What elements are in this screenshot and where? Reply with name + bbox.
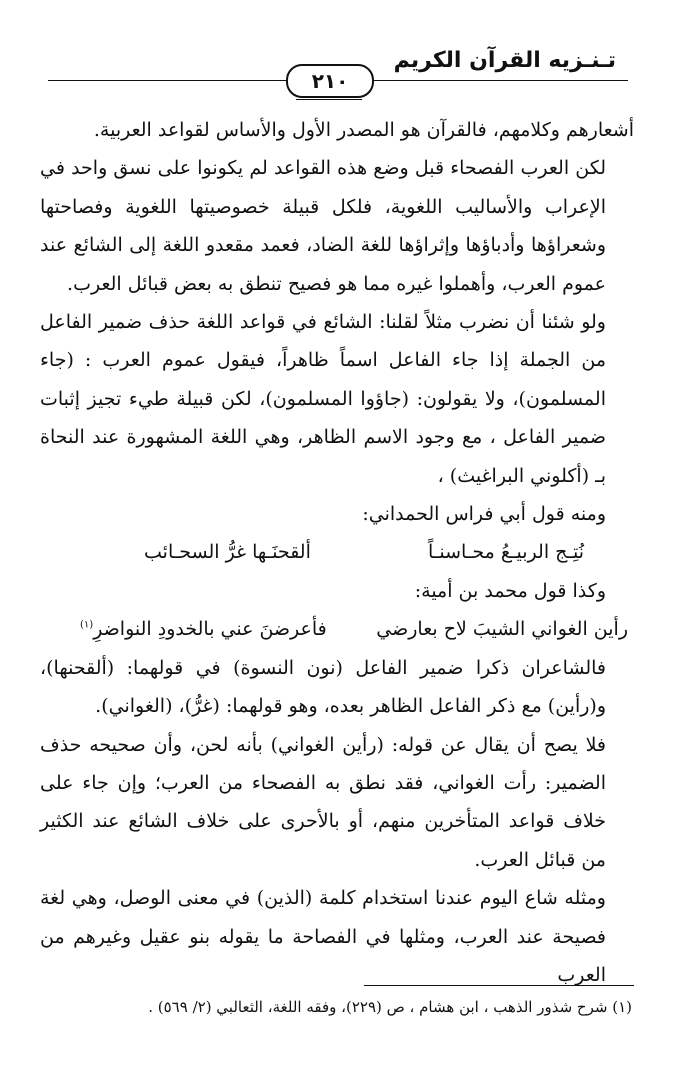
- page-number-underline: [296, 99, 362, 100]
- footnote-marker: (١): [80, 619, 94, 631]
- verse-1-first-hemistich: نُتِـج الربيـعُ محـاسنـاً: [428, 541, 584, 564]
- paragraph-5: وكذا قول محمد بن أمية:: [414, 579, 606, 602]
- verse-1-second-hemistich: ألقحنَـها غرُّ السحـائب: [144, 541, 311, 564]
- paragraph-8: ومثله شاع اليوم عندنا استخدام كلمة (الذين) في معنى الوصل، وهي لغة فصيحة عند العرب، ومثلها في الفصاحة ما يقوله بنو عقيل وغيرهم من العرب: [40, 887, 606, 986]
- verse-muhammad-bin-umayya: [40, 610, 634, 648]
- verse-2-first-hemistich: رأين الغواني الشيبَ لاح بعارضي: [376, 618, 628, 641]
- verse-2-second-hemistich: فأعرضنَ عني بالخدودِ النواضرِ: [93, 618, 327, 641]
- page-number: ٢١٠: [311, 69, 349, 93]
- paragraph-6: فالشاعران ذكرا ضمير الفاعل (نون النسوة) في قولهما: (ألقحنها)، و(رأين) مع ذكر الفاعل الظاهر بعده، وهو قولهما: (غرُّ)، (الغواني).: [40, 656, 606, 718]
- paragraph-2: لكن العرب الفصحاء قبل وضع هذه القواعد لم يكونوا على نسق واحد في الإعراب والأساليب اللغوية، فلكل قبيلة خصوصيتها اللغوية وفصاحتها وشعراؤها وأدباؤها وإثراؤها للغة الضاد، فعمد مقعدو اللغة إلى الشائع عند عموم العرب، وأهملوا غيره مما هو فصيح تنطق به بعض قبائل العرب.: [40, 157, 606, 295]
- verse-abu-firas: [40, 533, 634, 571]
- body-text: [40, 111, 634, 994]
- paragraph-1: أشعارهم وكلامهم، فالقرآن هو المصدر الأول والأساس لقواعد العربية.: [93, 119, 634, 141]
- footnote-rule: [364, 985, 634, 986]
- running-head-title: تـنـزيه القرآن الكريم: [393, 48, 616, 73]
- page-number-badge: [286, 64, 374, 98]
- paragraph-7: فلا يصح أن يقال عن قوله: (رأين الغواني) بأنه لحن، وأن صحيحه حذف الضمير: رأت الغواني، فقد نطق به الفصحاء من العرب؛ وإن جاء على خلاف قواعد المتأخرين منهم، أو بالأحرى على خلاف الشائع عند الكثير من قبائل العرب.: [40, 733, 606, 871]
- verse-2-second-hemistich-wrap: [80, 610, 327, 648]
- paragraph-4: ومنه قول أبي فراس الحمداني:: [362, 503, 606, 526]
- footnote: (١) شرح شذور الذهب ، ابن هشام ، ص (٢٢٩)، وفقه اللغة، الثعالبي (٢/ ٥٦٩) .: [148, 998, 632, 1016]
- paragraph-3: ولو شئنا أن نضرب مثلاً لقلنا: الشائع في قواعد اللغة حذف ضمير الفاعل من الجملة إذا جاء الفاعل اسماً ظاهراً، فيقول عموم العرب : (جاء المسلمون)، ولا يقولون: (جاؤوا المسلمون)، لكن قبيلة طيء تجيز إثبات ضمير الفاعل ، مع وجود الاسم الظاهر، وهي اللغة المشهورة عند النحاة بـ (أكلوني البراغيث) ،: [40, 311, 606, 487]
